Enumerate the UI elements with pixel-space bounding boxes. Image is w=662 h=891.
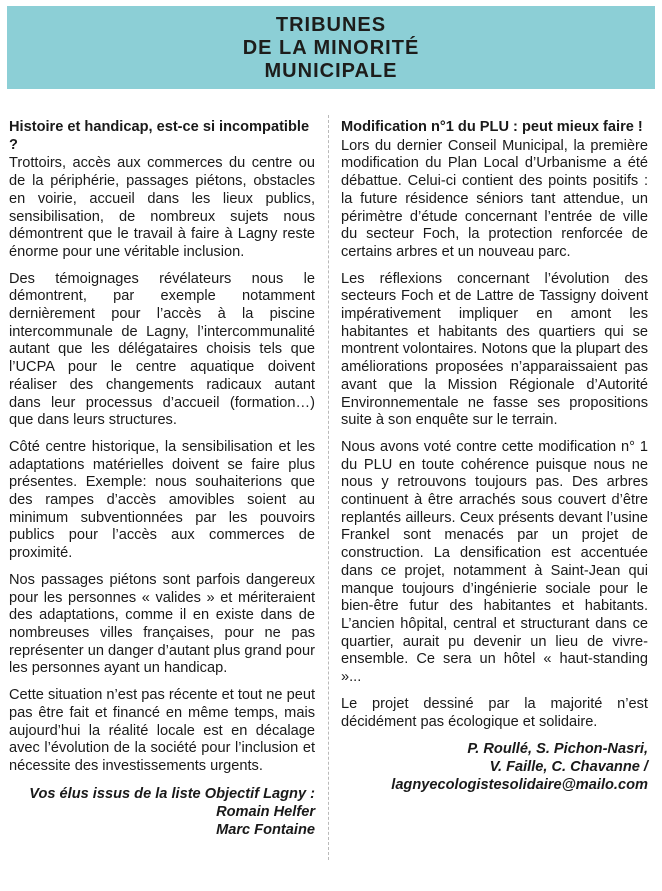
right-paragraph-3: Nous avons voté contre cette modification n° 1 du PLU en toute cohérence puisque nous ne nous y retrouvons toujours pas. Des arbres continuent à être arrachés sous couvert d’être replantés ailleurs. Ceux présents devant l’usine Frankel sont menacés par un projet de construction. La densification est accentuée dans ce projet, notamment à Saint-Jean qui manque toujours d’ingénierie sociale pour le bien-être futur des habitantes et habitants. L’ancien hôpital, central et structurant dans ce quartier, aurait pu devenir un lieu de vivre-ensemble. Ce sera un hôtel « haut-standing »...: [341, 438, 648, 686]
left-paragraph-4: Nos passages piétons sont parfois dangereux pour les personnes « valides » et mériteraient des adaptations, comme il en existe dans de nombreuses villes françaises, pour ne pas représenter un danger d’autant plus grand pour les personnes ayant un handicap.: [9, 571, 315, 677]
right-signature-email: lagnyecologistesolidaire@mailo.com: [391, 777, 648, 794]
right-signature: [341, 740, 648, 794]
left-signature-line-2: Romain Helfer: [216, 803, 315, 820]
header-title-line-2: DE LA MINORITÉ: [242, 37, 420, 59]
left-signature-line-1: Vos élus issus de la liste Objectif Lagny :: [29, 785, 315, 802]
left-signature: [9, 785, 315, 839]
header-title-line-3: MUNICIPALE: [264, 60, 398, 82]
right-signature-line-1: P. Roullé, S. Pichon-Nasri,: [467, 741, 648, 758]
right-paragraph-4: Le projet dessiné par la majorité n’est décidément pas écologique et solidaire.: [341, 695, 648, 730]
left-signature-line-3: Marc Fontaine: [216, 821, 315, 838]
right-paragraph-1: Lors du dernier Conseil Municipal, la première modification du Plan Local d’Urbanisme a été débattue. Celui-ci contient des points positifs : la future résidence séniors tant attendue, un périmètre d’étude concernant l’entrée de ville du secteur Foch, la protection renforcée de certains arbres et un nouveau parc.: [341, 137, 648, 260]
left-paragraph-3: Côté centre historique, la sensibilisation et les adaptations matérielles doivent se faire plus présentes. Exemple: nous souhaiterions que des rampes d’accès amovibles soient au minimum subventionnées par les pouvoirs publics pour l’accès aux commerces de proximité.: [9, 438, 315, 562]
right-column-article: [341, 119, 648, 794]
section-header: [7, 6, 655, 89]
right-signature-line-2: V. Faille, C. Chavanne /: [489, 759, 648, 776]
left-column-article: [9, 119, 315, 839]
left-paragraph-5: Cette situation n’est pas récente et tout ne peut pas être fait et financé en même temps, mais aujourd’hui la réalité locale est en décalage avec l’évolution de la société pour l’inclusion et nécessite des investissements urgents.: [9, 687, 315, 774]
header-title-line-1: TRIBUNES: [275, 14, 387, 36]
left-article-title: Histoire et handicap, est-ce si incompatible ?: [9, 119, 310, 153]
left-paragraph-1: Trottoirs, accès aux commerces du centre ou de la périphérie, passages piétons, obstacles en voirie, accueil dans les lieux publics, sensibilisation, de nombreux sujets nous démontrent que le travail à faire à Lagny reste énorme pour une véritable inclusion.: [9, 155, 315, 260]
column-divider: [328, 115, 330, 860]
left-paragraph-2: Des témoignages révélateurs nous le démontrent, par exemple notamment dernièrement pour l’accès à la piscine intercommunale de Lagny, l’intercommunalité autant que les délégataires choisis tels que l’UCPA pour le centre aquatique doivent réaliser des changements radicaux autant dans leur processus d’accueil (formation…) que dans leurs structures.: [9, 270, 315, 429]
right-article-title: Modification n°1 du PLU : peut mieux faire !: [341, 119, 643, 135]
right-paragraph-2: Les réflexions concernant l’évolution des secteurs Foch et de Lattre de Tassigny doivent impérativement impliquer en amont les habitantes et habitants des quartiers qui se montrent volontaires. Notons que la plupart des améliorations proposées n’apparaissaient pas avant que la Mission Régionale d’Autorité Environnementale ne fasse ses propositions suite à son enquête sur le terrain.: [341, 270, 648, 429]
